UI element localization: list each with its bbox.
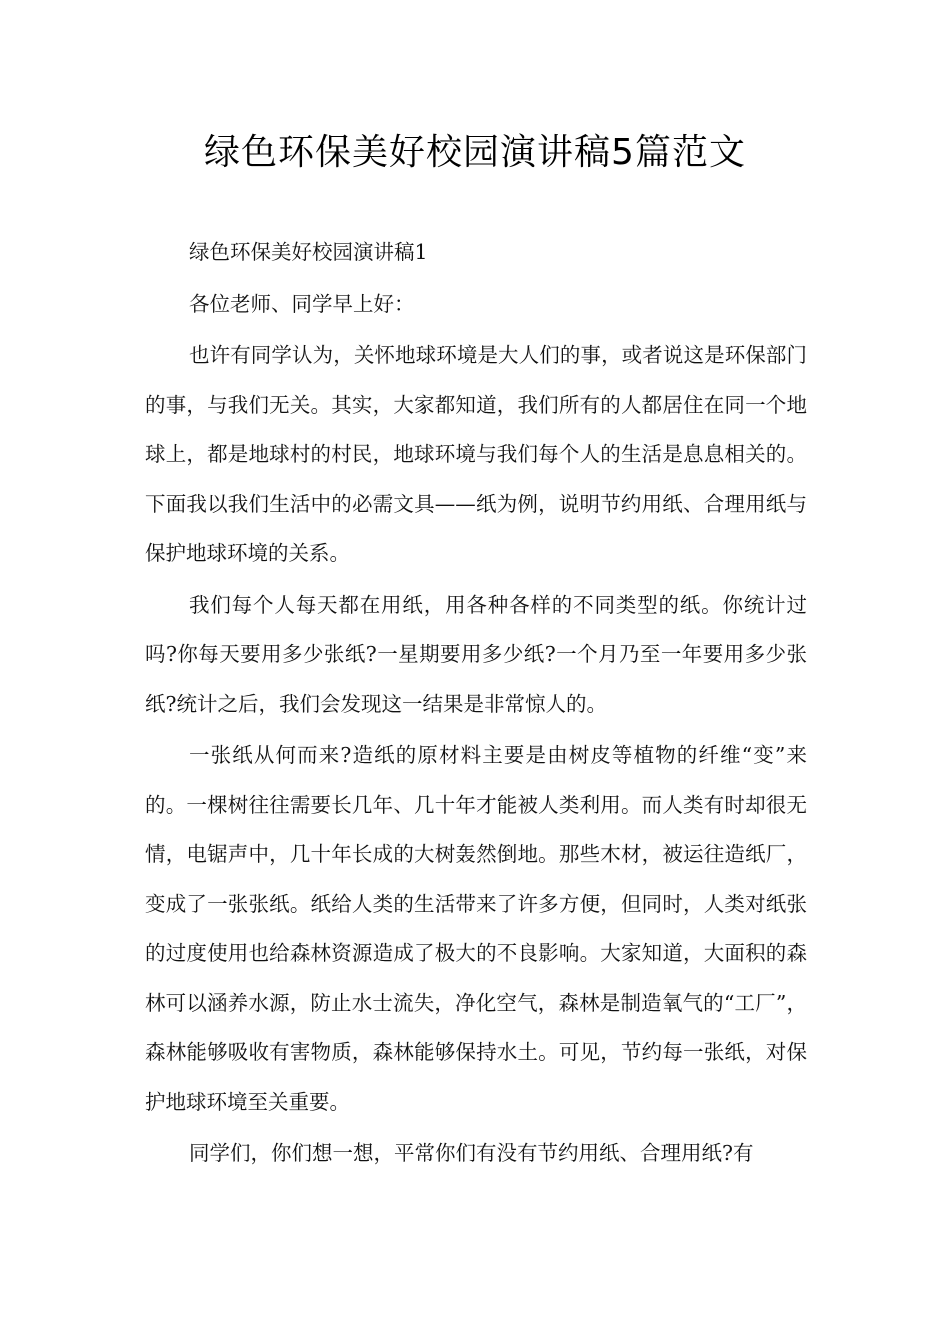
paragraph-1: 也许有同学认为，关怀地球环境是大人们的事，或者说这是环保部门的事，与我们无关。其实，大家都知道，我们所有的人都居住在同一个地球上，都是地球村的村民，地球环境与我们每个人的生活是息息相关的。下面我以我们生活中的必需文具——纸为例，说明节约用纸、合理用纸与保护地球环境的关系。 <box>145 343 807 565</box>
paragraph-3: 一张纸从何而来?造纸的原材料主要是由树皮等植物的纤维“变”来的。一棵树往往需要长几年、几十年才能被人类利用。而人类有时却很无情，电锯声中，几十年长成的大树轰然倒地。那些木材，被运往造纸厂，变成了一张张纸。纸给人类的生活带来了许多方便，但同时，人类对纸张的过度使用也给森林资源造成了极大的不良影响。大家知道，大面积的森林可以涵养水源，防止水士流失，净化空气，森林是制造氧气的“工厂”，森林能够吸收有害物质，森林能够保持水土。可见，节约每一张纸，对保护地球环境至关重要。 <box>145 743 807 1114</box>
paragraph-2: 我们每个人每天都在用纸，用各种各样的不同类型的纸。你统计过吗?你每天要用多少张纸?一星期要用多少纸?一个月乃至一年要用多少张纸?统计之后，我们会发现这一结果是非常惊人的。 <box>145 592 807 716</box>
document-title: 绿色环保美好校园演讲稿5篇范文 <box>204 132 746 173</box>
salutation: 各位老师、同学早上好： <box>189 291 415 316</box>
document-body <box>145 228 807 1179</box>
section-heading: 绿色环保美好校园演讲稿1 <box>189 240 428 264</box>
paragraph-4: 同学们，你们想一想，平常你们有没有节约用纸、合理用纸?有 <box>189 1141 754 1165</box>
